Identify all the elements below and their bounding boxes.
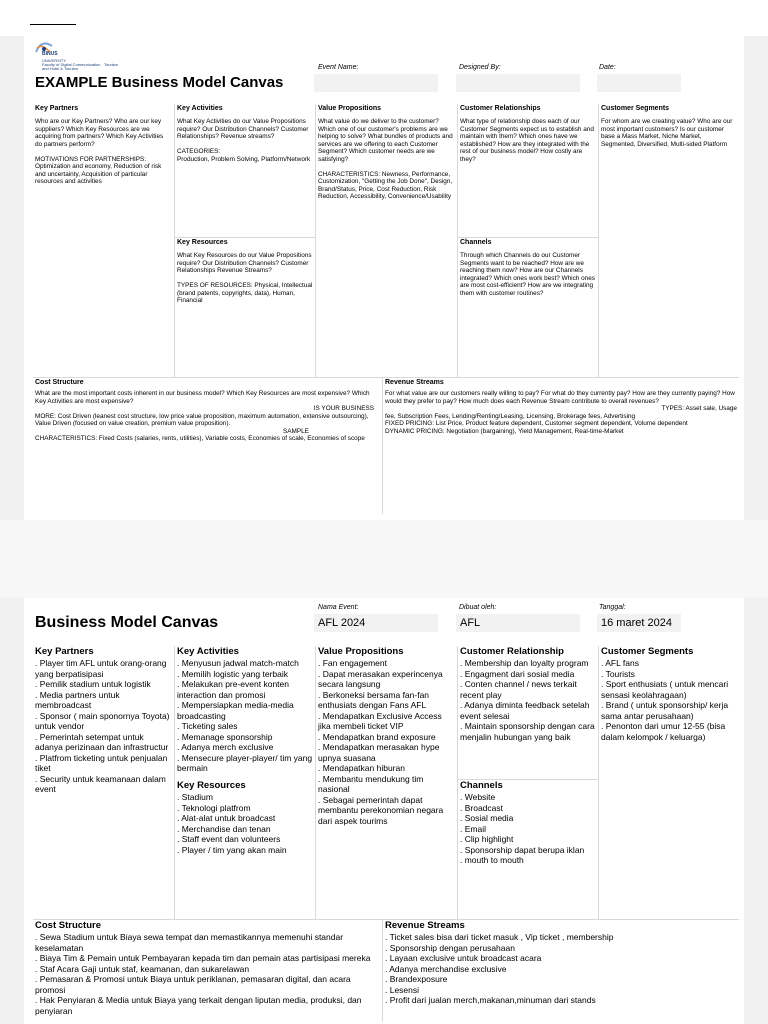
section-title: Channels [460,780,503,791]
logo-tag: Tourism [104,62,119,67]
example-canvas-grid [33,104,739,514]
key-partners [33,646,175,920]
section-title: Key Partners [35,646,94,657]
section-title: Cost Structure [35,379,84,386]
example-title: EXAMPLE Business Model Canvas [35,74,284,91]
page-gap [0,520,768,598]
section-text: SAMPLE [283,427,309,435]
example-customer-segments [599,104,739,378]
section-text: . Website . Broadcast . Sosial media . Email . Clip highlight . Sponsorship dapat berupa iklan . mouth to mouth [460,792,585,865]
section-title: Customer Relationships [460,105,541,112]
channels [458,780,599,920]
key-resources [175,780,316,920]
example-key-resources [175,238,316,378]
section-title: Value Propositions [318,646,404,657]
example-channels [458,238,599,378]
section-text: IS YOUR BUSINESS [313,405,374,412]
example-key-activities [175,104,316,238]
section-text: For whom are we creating value? Who are our most important customers? Is our customer base a Mass Market, Niche Market, Segmented, Diversified, Multi-sided Platform [601,118,733,148]
section-title: Customer Segments [601,105,670,112]
section-text: What are the most important costs inherent in our business model? Which Key Resources are most expensive? Which Key Activities are most expensive? [35,390,370,405]
designed-by-label: Dibuat oleh: [459,604,497,611]
designed-by-field[interactable]: AFL [456,614,580,632]
section-text: TYPES: Asset sale, Usage [661,405,737,412]
example-cost-structure [33,378,383,514]
section-title: Key Partners [35,105,79,112]
filled-canvas-sheet [24,598,744,1024]
logo-name: BINUS [42,51,58,57]
date-field[interactable]: 16 maret 2024 [597,614,681,632]
section-text: Through which Channels do our Customer Segments want to be reached? How are we reaching them now? How are our Channels integrated? Which ones work best? Which ones are most cost-efficient? How are we integrating them with customer routines? [460,252,595,297]
date-label: Tanggal: [599,604,626,611]
date-label: Date: [599,64,616,71]
section-title: Channels [460,239,492,246]
event-name-field[interactable]: AFL 2024 [314,614,438,632]
section-text: . AFL fans . Tourists . Sport enthusiats ( untuk mencari sensasi keolahragaan) . Brand ( untuk sponsorship/ kerja sama antar perusahaan) . Penonton dari umur 12-55 (bisa dalam kelompok / keluarga) [601,658,729,742]
section-title: Revenue Streams [385,379,444,386]
example-customer-relationships [458,104,599,238]
section-title: Value Propositions [318,105,382,112]
section-text: . Stadium . Teknologi platfrom . Alat-alat untuk broadcast . Merchandise dan tenan . Staff event dan volunteers . Player / tim yang akan main [177,792,287,855]
section-text: . Ticket sales bisa dari ticket masuk , Vip ticket , membership . Sponsorship dengan perusahaan . Layaan exclusive untuk broadcast acara . Adanya merchandise exclusive . Brandexposure . Lesensi . Profit dari jualan merch,makanan,minuman dari stands [385,932,614,1005]
section-text: What type of relationship does each of our Customer Segments expect us to establish and maintain with them? Which ones have we established? How are they integrated with the rest of our business model? How costly are they? [460,118,594,163]
section-title: Customer Relationship [460,646,564,657]
section-text: . Membership dan loyalty program . Engagment dari sosial media . Conten channel / news terkait recent play . Adanya diminta feedback setelah event selesai . Maintain sponsorship dengan cara menjalin hubungan yang baik [460,658,595,742]
example-revenue-streams [383,378,739,514]
section-title: Revenue Streams [385,920,465,931]
logo-line-1: UNIVERSITY [42,58,67,63]
filled-canvas-grid [33,646,739,1022]
event-name-field[interactable] [314,74,438,92]
key-activities [175,646,316,780]
section-text: . Player tim AFL untuk orang-orang yang berpatisipasi . Pemilik stadium untuk logistik . Media partners untuk membroadcast . Sponsor ( main sponornya Toyota) untuk vendor . Pemerintah setempat untuk adanya perizinaan dan infrastructur . Platfrom ticketing untuk penjualan tiket . Security untuk keamanaan dalam event [35,658,170,794]
section-text: . Fan engagement . Dapat merasakan experincenya secara langsung . Berkoneksi bersama fan-fan enthusiats dengan Fans AFL . Mendapatkan Exclusive Access jika membeli ticket VIP . Mendapatkan brand exposure . Mendapatkan merasakan hype upnya suasana . Mendapatkan hiburan . Membantu mendukung tim nasional . Sebagai pemerintah dapat membantu perekonomian negara dari aspek tourims [318,658,444,826]
value-propositions [316,646,458,920]
section-text: CHARACTERISTICS: Fixed Costs (salaries, rents, utilities), Variable costs, Economies of scale, Economies of scope [35,435,365,442]
canvas-title: Business Model Canvas [35,614,219,631]
section-text: What value do we deliver to the customer? Which one of our customer's problems are we helping to solve? What bundles of products and services are we offering to each Customer Segment? Which customer needs are we satisfying? CHARACTERISTICS: Newness, Performance, Customization, "Getting the Job Done", Design, Brand/Status, Price, Cost Reduction, Risk Reduction, Accessibility, Convenience/Usability [318,118,453,200]
logo-line-2: Faculty of Digital Communication [42,62,101,67]
date-field[interactable] [597,74,681,92]
section-text: . Menyusun jadwal match-match . Memilih logistic yang terbaik . Melakukan pre-event konten interaction dan promosi . Mempersiapkan media-media broadcasting . Ticketing sales . Memanage sponsorship . Adanya merch exclusive . Mensecure player-player/ tim yang bermain [177,658,313,773]
customer-relationship [458,646,599,780]
section-text: What Key Activities do our Value Propositions require? Our Distribution Channels? Customer Relationships? Revenue streams? CATEGORIES: Production, Problem Solving, Platform/Network [177,118,311,163]
designed-by-label: Designed By: [459,64,501,71]
section-text: MORE: Cost Driven (leanest cost structure, low price value proposition, maximum automation, extensive outsourcing), Value Driven (focused on value creation, premium value proposition). [35,412,369,427]
section-title: Key Activities [177,105,223,112]
cost-structure [33,920,383,1022]
section-text: fee, Subscription Fees, Lending/Renting/Leasing, Licensing, Brokerage fees, Advertising FIXED PRICING: List Price, Product feature dependent, Customer segment dependent, Volume dependent DYNAMIC PRICING: Negotiation (bargaining), Yield Management, Real-time-Market [385,412,688,435]
revenue-streams [383,920,739,1022]
section-title: Cost Structure [35,920,101,931]
example-canvas-sheet [24,36,744,520]
section-title: Key Resources [177,239,228,246]
customer-segments [599,646,739,920]
section-title: Customer Segments [601,646,694,657]
logo-line-3: and Hotel & Tourism [42,66,78,71]
event-name-label: Event Name: [318,64,359,71]
section-text: For what value are our customers really willing to pay? For what do they currently pay? How are they currently paying? How would they prefer to pay? How much does each Revenue Stream contribute to overall revenues? [385,390,735,405]
section-title: Key Activities [177,646,239,657]
university-logo [34,40,144,72]
section-text: Who are our Key Partners? Who are our key suppliers? Which Key Resources are we acquiring from partners? Which Key Activities do partners perform? MOTIVATIONS FOR PARTNERSHIPS: Optimization and economy, Reduction of risk and uncertainty, Acquisition of particular resources and activities [35,118,164,185]
event-name-label: Nama Event: [318,604,359,611]
page-top-margin [0,0,768,36]
example-value-propositions [316,104,458,378]
section-title: Key Resources [177,780,246,791]
example-key-partners [33,104,175,378]
designed-by-field[interactable] [456,74,580,92]
section-text: What Key Resources do our Value Propositions require? Our Distribution Channels? Customer Relationships Revenue Streams? TYPES OF RESOURCES: Physical, Intellectual (brand patents, copyrights, data), Human, Financial [177,252,313,304]
header-rule [30,24,76,25]
section-text: . Sewa Stadium untuk Biaya sewa tempat dan memastikannya memenuhi standar keselamatan . Biaya Tim & Pemain untuk Pembayaran kepada tim dan pemain atas partisipasi mereka . Staf Acara Gaji untuk staf, keamanan, dan sukarelawan . Pemasaran & Promosi untuk Biaya untuk periklanan, pemasaran digital, dan acara promosi . Hak Penyiaran & Media untuk Biaya yang terkait dengan liputan media, produksi, dan penyiaran [35,932,371,1016]
